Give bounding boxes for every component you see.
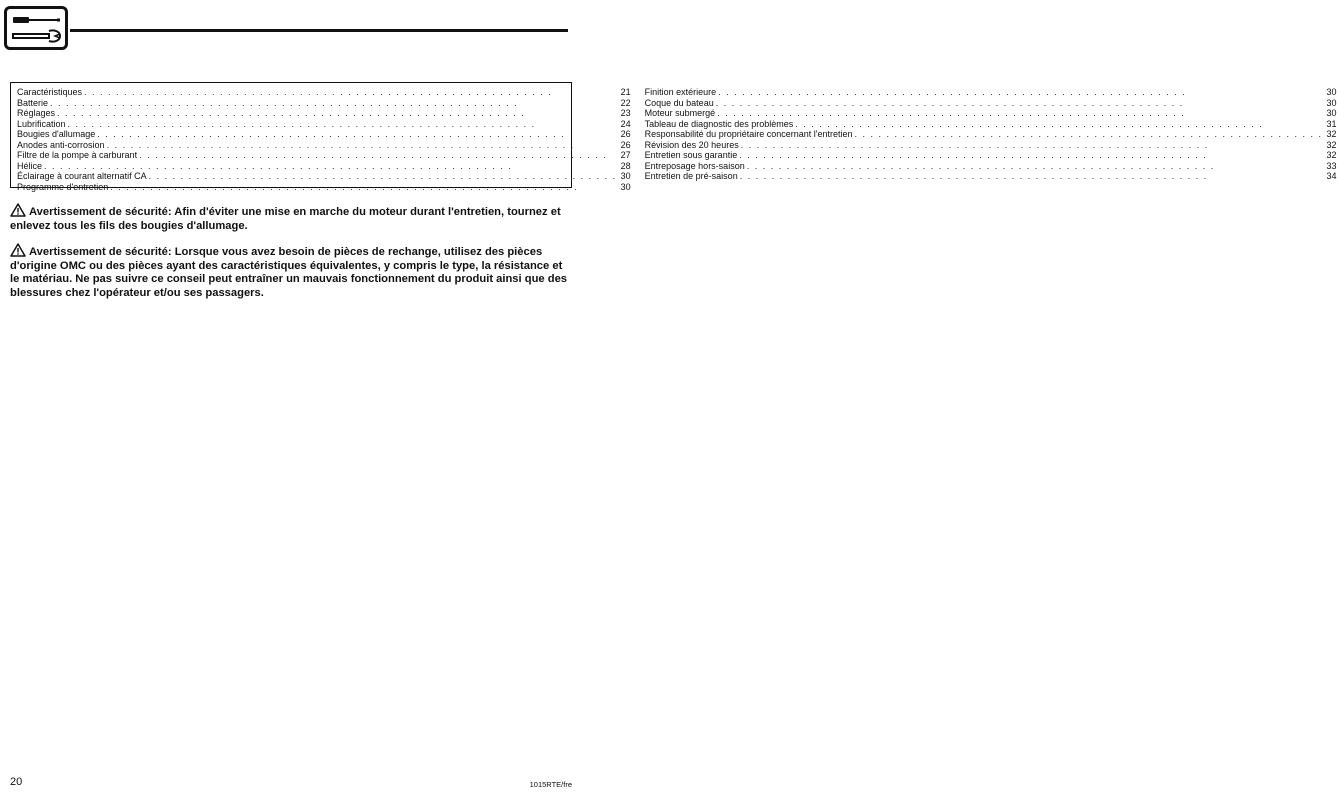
toc-column-right <box>645 87 1337 187</box>
toc-leader-dots <box>110 182 616 193</box>
toc-item-label: Anodes anti-corrosion <box>17 139 105 150</box>
toc-item-label: Tableau de diagnostic des problèmes <box>644 118 794 129</box>
toc-item-label: Moteur submergé <box>644 108 716 118</box>
toc-item[interactable] <box>17 182 631 193</box>
tools-icon <box>4 6 68 50</box>
toc-leader-dots <box>741 140 1323 151</box>
toc-leader-dots <box>44 161 617 172</box>
toc-item-page: 32 <box>1326 139 1337 150</box>
toc-item-page: 32 <box>1326 150 1337 160</box>
toc-item-page: 21 <box>620 87 631 97</box>
toc-leader-dots <box>718 87 1322 98</box>
toc-item[interactable] <box>17 98 631 109</box>
toc-item[interactable] <box>645 108 1337 119</box>
toc-item-label: Entretien de pré-saison <box>644 171 738 181</box>
toc-leader-dots <box>795 119 1322 130</box>
toc-item[interactable] <box>645 87 1337 98</box>
toc-leader-dots <box>747 161 1323 172</box>
toc-item-label: Révision des 20 heures <box>644 139 739 150</box>
toc-item-label: Responsabilité du propriétaire concernant l'entretien <box>644 129 853 139</box>
toc-item-label: Bougies d'allumage <box>17 129 96 139</box>
toc-item[interactable] <box>17 129 631 140</box>
toc-item[interactable] <box>17 161 631 172</box>
toc-item-label: Réglages <box>17 108 56 118</box>
toc-item-label: Éclairage à courant alternatif CA <box>17 171 147 181</box>
toc-item-label: Programme d'entretien <box>17 181 109 192</box>
toc-item-page: 22 <box>620 97 631 108</box>
toc-item[interactable] <box>17 108 631 119</box>
toc-item-label: Entreposage hors-saison <box>644 160 745 171</box>
toc-leader-dots <box>97 129 616 140</box>
toc-item[interactable] <box>17 171 631 182</box>
toc-leader-dots <box>739 150 1322 161</box>
toc-item[interactable] <box>645 140 1337 151</box>
toc-item-label: Filtre de la pompe à carburant <box>17 150 138 160</box>
warning-text: Avertissement de sécurité: Afin d'éviter une mise en marche du moteur durant l'entretien, tournez et enlevez tous les fils des bougies d'allumage. <box>10 206 561 232</box>
toc-item-label: Finition extérieure <box>644 87 717 97</box>
toc-item-label: Hélice <box>17 160 43 171</box>
toc-item-page: 32 <box>1326 129 1337 139</box>
toc-leader-dots <box>740 171 1323 182</box>
toc-item-page: 26 <box>620 129 631 139</box>
toc-item[interactable] <box>645 98 1337 109</box>
page-number: 20 <box>10 776 23 788</box>
toc-item-page: 30 <box>1326 97 1337 108</box>
toc-column-left <box>17 87 631 192</box>
toc-item-page: 34 <box>1326 171 1337 181</box>
toc-item-page: 31 <box>1326 118 1337 129</box>
toc-item[interactable] <box>645 119 1337 130</box>
toc-leader-dots <box>854 129 1322 140</box>
toc-item[interactable] <box>645 171 1337 182</box>
toc-item[interactable] <box>17 140 631 151</box>
toc-item-page: 30 <box>620 181 631 192</box>
toc-item-label: Entretien sous garantie <box>644 150 738 160</box>
toc-item[interactable] <box>645 129 1337 140</box>
toc-leader-dots <box>716 98 1323 109</box>
toc-item-page: 33 <box>1326 160 1337 171</box>
toc-item[interactable] <box>17 87 631 98</box>
toc-leader-dots <box>84 87 617 98</box>
warning-triangle-icon <box>10 243 26 257</box>
toc-item-label: Batterie <box>17 97 49 108</box>
toc-item-page: 27 <box>620 150 631 160</box>
toc-item-label: Lubrification <box>17 118 66 129</box>
header-rule <box>70 29 568 32</box>
toc-item-page: 26 <box>620 139 631 150</box>
toc-item-page: 30 <box>620 171 631 181</box>
toc-item[interactable] <box>17 119 631 130</box>
document-code: 1015RTE/fre <box>529 780 572 789</box>
safety-warning <box>10 203 572 233</box>
toc-item-label: Caractéristiques <box>17 87 83 97</box>
toc-leader-dots <box>139 150 617 161</box>
toc-item-page: 30 <box>1326 108 1337 118</box>
toc-item-page: 23 <box>620 108 631 118</box>
toc-item[interactable] <box>17 150 631 161</box>
toc-item[interactable] <box>645 161 1337 172</box>
safety-warning <box>10 243 572 300</box>
toc-item-label: Coque du bateau <box>644 97 714 108</box>
toc-item-page: 24 <box>620 118 631 129</box>
toc-leader-dots <box>50 98 617 109</box>
toc-leader-dots <box>57 108 617 119</box>
warning-text: Avertissement de sécurité: Lorsque vous avez besoin de pièces de rechange, utilisez des pièces d'origine OMC ou des pièces ayant des caractéristiques équivalentes, y compris le type, la résistance et le matériau. Ne pas suivre ce conseil peut entraîner un mauvais fonctionnement du produit ainsi que des blessures chez l'opérateur et/ou ses passagers. <box>10 246 568 299</box>
table-of-contents <box>10 82 1337 192</box>
toc-leader-dots <box>717 108 1322 119</box>
toc-item-page: 28 <box>620 160 631 171</box>
toc-leader-dots <box>149 171 617 182</box>
toc-leader-dots <box>107 140 617 151</box>
toc-leader-dots <box>68 119 617 130</box>
warning-triangle-icon <box>10 203 26 217</box>
toc-item-page: 30 <box>1326 87 1337 97</box>
toc-item[interactable] <box>645 150 1337 161</box>
